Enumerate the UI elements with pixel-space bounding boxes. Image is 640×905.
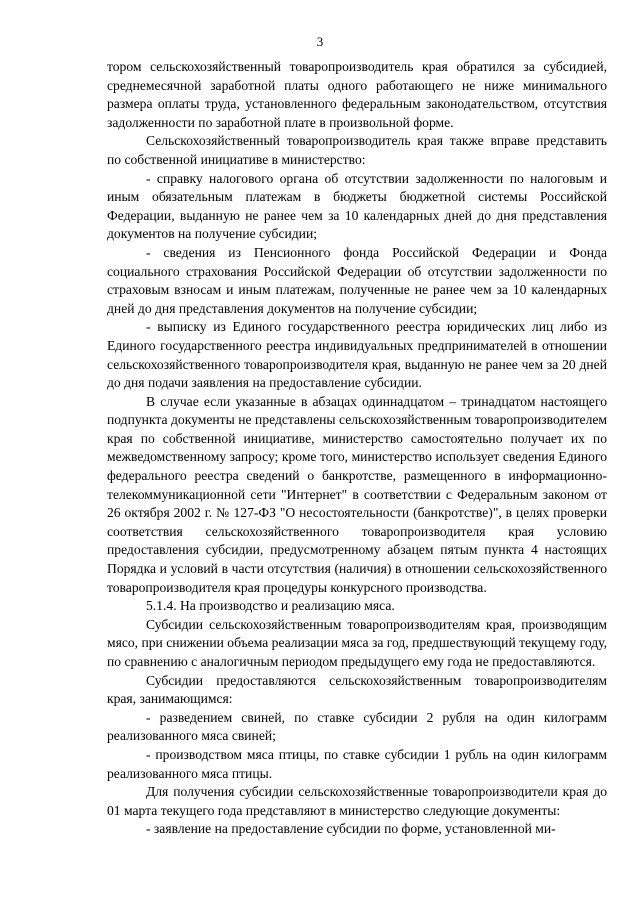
paragraph-continuation: тором сельскохозяйственный товаропроизводитель края обратился за субсидией, среднемесячной заработной платы одного работающего не ниже минимального размера оплаты труда, установленного федеральным законодательством, отсутствия задолженности по заработной плате в произвольной форме. xyxy=(107,59,607,130)
page-number: 3 xyxy=(316,34,324,49)
paragraph-tax-certificate: - справку налогового органа об отсутствии задолженности по налоговым и иным обязательным платежам в бюджеты бюджетной системы Российской Федерации, выданную не ранее чем за 10 календарных дней до дня представления документов на получение субсидии; xyxy=(107,170,607,242)
paragraph-optional-documents-intro: Сельскохозяйственный товаропроизводитель края также вправе представить по собственной инициативе в министерство: xyxy=(107,133,607,167)
paragraph-poultry-rate: - производством мяса птицы, по ставке субсидии 1 рубль на один килограмм реализованного мяса птицы. xyxy=(107,746,607,781)
paragraph-subsidy-recipients: Субсидии предоставляются сельскохозяйственным товаропроизводителям края, занимающимся: xyxy=(107,672,607,707)
paragraph-documents-deadline: Для получения субсидии сельскохозяйственные товаропроизводители края до 01 марта текущего года представляют в министерство следующие документы: xyxy=(107,784,607,818)
paragraph-application-form: - заявление на предоставление субсидии по форме, установленной ми- xyxy=(146,821,556,837)
paragraph-pension-fund-info: - сведения из Пенсионного фонда Российской Федерации и Фонда социального страхования Российской Федерации об отсутствии задолженности по страховым взносам и иным платежам, полученные не ранее чем за 10 календарных дней до дня представления документов на получение субсидии; xyxy=(107,244,607,316)
paragraph-pig-rate: - разведением свиней, по ставке субсидии 2 рубля на один килограмм реализованного мяса свиней; xyxy=(107,709,607,744)
paragraph-section-heading: 5.1.4. На производство и реализацию мяса. xyxy=(146,598,395,614)
document-body xyxy=(107,58,607,839)
paragraph-interagency-request: В случае если указанные в абзацах одиннадцатом – тринадцатом настоящего подпункта документы не представлены сельскохозяйственным товаропроизводителем края по собственной инициативе, министерство самостоятельно получает их по межведомственному запросу; кроме того, министерство использует сведения Единого федерального реестра сведений о банкротстве, размещенного в информационно-телекоммуникационной сети "Интернет" в соответствии с Федеральным законом от 26 октября 2002 г. № 127-ФЗ "О несостоятельности (банкротстве)", в целях проверки соответствия сельскохозяйственного товаропроизводителя края условию предоставления субсидии, предусмотренному абзацем пятым пункта 4 настоящих Порядка и условий в части отсутствия (наличия) в отношении сельскохозяйственного товаропроизводителя края процедуры конкурсного производства. xyxy=(107,393,607,595)
paragraph-meat-subsidy-condition: Субсидии сельскохозяйственным товаропроизводителям края, производящим мясо, при снижении объема реализации мяса за год, предшествующий текущему году, по сравнению с аналогичным периодом предыдущего ему года не предоставляются. xyxy=(107,616,607,669)
paragraph-registry-extract: - выписку из Единого государственного реестра юридических лиц либо из Единого государственного реестра индивидуальных предпринимателей в отношении сельскохозяйственного товаропроизводителя края, выданную не ранее чем за 20 дней до дня подачи заявления на предоставление субсидии. xyxy=(107,319,607,391)
